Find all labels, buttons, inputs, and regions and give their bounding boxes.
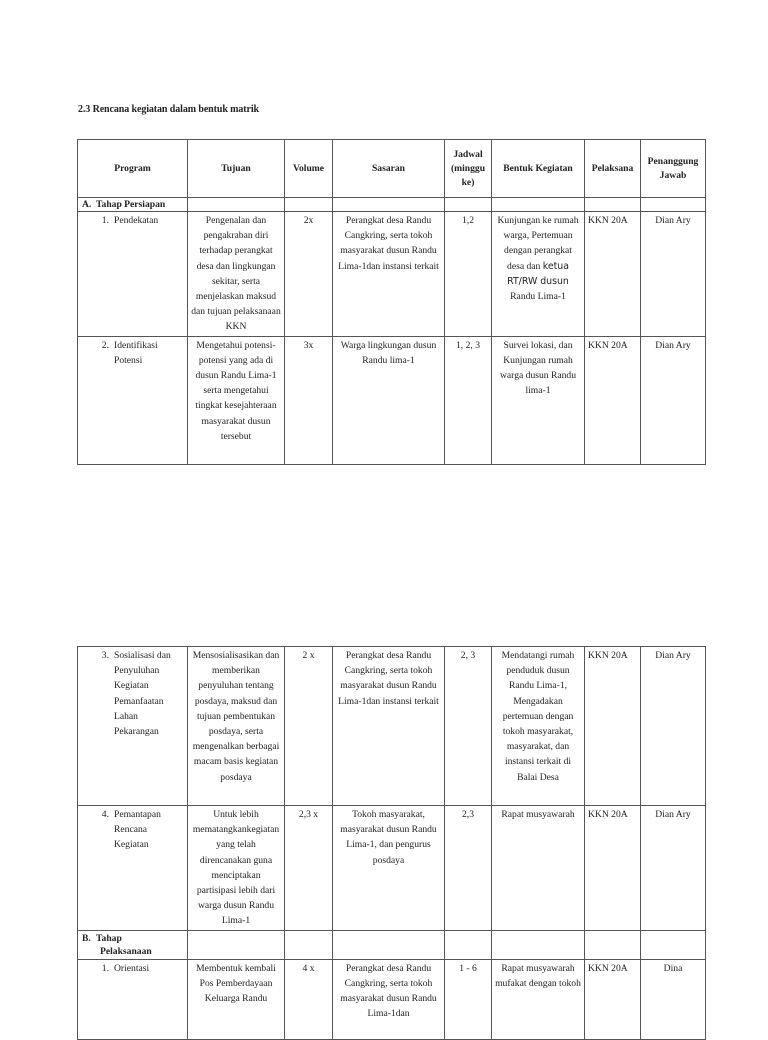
section-b-letter: B. <box>82 932 91 944</box>
jadwal-cell: 1 - 6 <box>445 959 492 1039</box>
pelaksana-cell: KKN 20A <box>585 647 641 806</box>
tujuan-cell: Mengetahui potensi-potensi yang ada di dusun Randu Lima-1 serta mengetahui tingkat kesejahteraan masyarakat dusun tersebut <box>188 336 285 464</box>
program-cell: Sosialisasi dan Penyuluhan Kegiatan Pemanfaatan Lahan Pekarangan <box>114 650 171 738</box>
volume-cell: 3x <box>285 336 333 464</box>
tujuan-cell: Pengenalan dan pengakraban diri terhadap perangkat desa dan lingkungan sekitar, serta menjelaskan maksud dan tujuan pelaksanaan KKN <box>188 212 285 337</box>
program-cell: Pemantapan Rencana Kegiatan <box>114 809 161 851</box>
bentuk-text-3: Randu Lima-1 <box>510 291 566 303</box>
row-number: 2. <box>101 339 109 351</box>
bentuk-cell: Rapat musyawarah mufakat dengan tokoh <box>492 959 585 1039</box>
header-volume: Volume <box>285 140 333 198</box>
jadwal-cell: 1, 2, 3 <box>445 336 492 464</box>
pelaksana-cell: KKN 20A <box>585 806 641 931</box>
section-a-letter: A. <box>82 199 92 210</box>
program-cell: Pendekatan <box>114 215 159 226</box>
section-a-label: Tahap Persiapan <box>96 199 166 210</box>
header-pelaksana: Pelaksana <box>585 140 641 198</box>
row-number: 3. <box>101 650 109 661</box>
activity-matrix-table-2 <box>77 646 706 1040</box>
table-header-row <box>78 140 706 198</box>
bentuk-cell: Rapat musyawarah <box>492 806 585 931</box>
header-jadwal: Jadwal (minggu ke) <box>445 140 492 198</box>
jadwal-cell: 1,2 <box>445 212 492 337</box>
tujuan-cell: Mensosialisasikan dan memberikan penyuluhan tentang posdaya, maksud dan tujuan pembentukan posdaya, serta mengenalkan berbagai macam basis kegiatan posdaya <box>188 647 285 806</box>
pj-cell: Dina <box>641 959 706 1039</box>
section-b-label-1: Tahap <box>96 932 122 944</box>
tujuan-cell: Untuk lebih mematangkankegiatan yang telah direncanakan guna menciptakan partisipasi lebih dari warga dusun Randu Lima-1 <box>188 806 285 931</box>
bentuk-cell: Survei lokasi, dan Kunjungan rumah warga dusun Randu lima-1 <box>492 336 585 464</box>
header-sasaran: Sasaran <box>333 140 445 198</box>
pelaksana-cell: KKN 20A <box>585 959 641 1039</box>
row-number: 1. <box>101 962 109 974</box>
row-number: 1. <box>101 215 109 226</box>
volume-cell: 2 x <box>285 647 333 806</box>
section-row-persiapan <box>78 198 706 212</box>
pj-cell: Dian Ary <box>641 212 706 337</box>
pj-cell: Dian Ary <box>641 336 706 464</box>
sasaran-cell: Perangkat desa Randu Cangkring, serta tokoh masyarakat dusun Randu Lima-1dan instansi terkait <box>333 212 445 337</box>
sasaran-cell: Perangkat desa Randu Cangkring, serta tokoh masyarakat dusun Randu Lima-1dan <box>333 959 445 1039</box>
pj-cell: Dian Ary <box>641 647 706 806</box>
bentuk-cell <box>492 212 585 337</box>
table-row <box>78 336 706 464</box>
header-program: Program <box>78 140 188 198</box>
table-row <box>78 647 706 806</box>
table-row <box>78 212 706 337</box>
sasaran-cell: Warga lingkungan dusun Randu lima-1 <box>333 336 445 464</box>
pelaksana-cell: KKN 20A <box>585 336 641 464</box>
section-heading: 2.3 Rencana kegiatan dalam bentuk matrik <box>78 104 260 115</box>
program-cell: Identifikasi Potensi <box>114 339 158 366</box>
activity-matrix-table-1 <box>77 139 706 465</box>
section-b-label-2: Pelaksanaan <box>100 945 152 957</box>
bentuk-cell: Mendatangi rumah penduduk dusun Randu Lima-1, Mengadakan pertemuan dengan tokoh masyarakat, masyarakat, dan instansi terkait di Balai Desa <box>492 647 585 806</box>
program-cell: Orientasi <box>114 962 150 974</box>
bentuk-text-2: ketua RT/RW dusun <box>507 260 569 287</box>
volume-cell: 2x <box>285 212 333 337</box>
pj-cell: Dian Ary <box>641 806 706 931</box>
row-number: 4. <box>101 809 109 820</box>
jadwal-cell: 2, 3 <box>445 647 492 806</box>
tujuan-cell: Membentuk kembali Pos Pemberdayaan Keluarga Randu <box>188 959 285 1039</box>
header-penanggung-jawab: Penanggung Jawab <box>641 140 706 198</box>
volume-cell: 2,3 x <box>285 806 333 931</box>
jadwal-cell: 2,3 <box>445 806 492 931</box>
sasaran-cell: Perangkat desa Randu Cangkring, serta tokoh masyarakat dusun Randu Lima-1dan instansi terkait <box>333 647 445 806</box>
volume-cell: 4 x <box>285 959 333 1039</box>
sasaran-cell: Tokoh masyarakat, masyarakat dusun Randu Lima-1, dan pengurus posdaya <box>333 806 445 931</box>
pelaksana-cell: KKN 20A <box>585 212 641 337</box>
table-row <box>78 959 706 1039</box>
header-tujuan: Tujuan <box>188 140 285 198</box>
table-row <box>78 806 706 931</box>
section-row-pelaksanaan <box>78 930 706 959</box>
header-bentuk: Bentuk Kegiatan <box>492 140 585 198</box>
bentuk-text-1: Kunjungan ke rumah warga, Pertemuan dengan perangkat desa dan <box>497 215 579 272</box>
